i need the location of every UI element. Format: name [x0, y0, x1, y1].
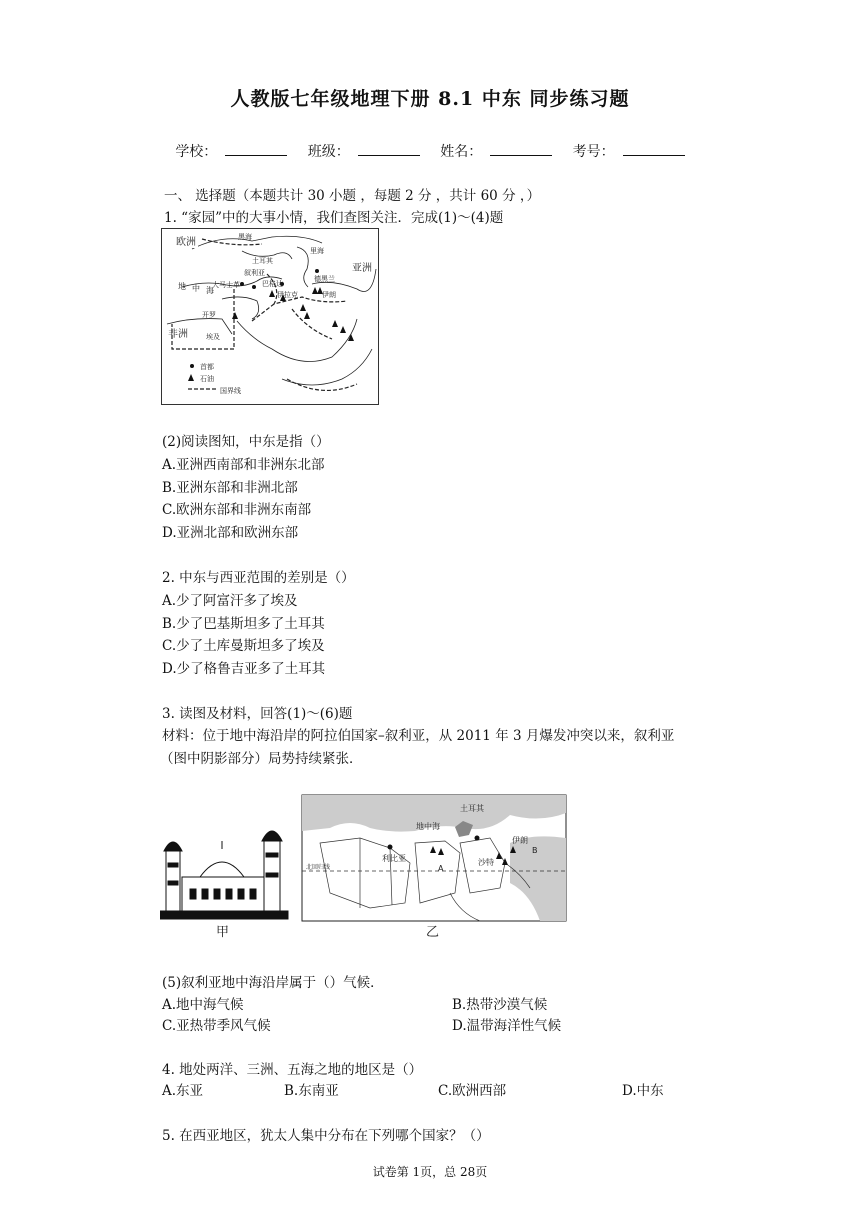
map1-label-baghdad: 巴格达 — [262, 280, 283, 288]
map1-legend-oil: 石油 — [200, 375, 214, 383]
q3-material-line2: （图中阴影部分）局势持续紧张． — [160, 751, 363, 767]
q3-figure — [160, 793, 570, 943]
class-field[interactable]: 班级： — [304, 144, 424, 160]
q2-option-a[interactable]: A.少了阿富汗多了埃及 — [162, 593, 298, 609]
map1-label-med1: 地 — [178, 282, 186, 291]
map1-label-cairo: 开罗 — [202, 311, 216, 319]
map2-label-turkey: 土耳其 — [460, 804, 484, 813]
map1-label-africa: 非洲 — [168, 329, 188, 340]
map1-label-iran: 伊朗 — [322, 291, 336, 299]
q3-stem: 3. 读图及材料，回答(1)～(6)题 — [162, 706, 353, 722]
mosque-illustration — [160, 831, 288, 919]
map1-label-blacksea: 黑海 — [238, 233, 252, 241]
q2-stem: 2. 中东与西亚范围的差别是（） — [162, 570, 355, 586]
q5-stem: 5. 在西亚地区，犹太人集中分布在下列哪个国家？（） — [162, 1128, 490, 1144]
q2-option-b[interactable]: B.少了巴基斯坦多了土耳其 — [162, 616, 325, 632]
map2-label-cancer: 北回归线 — [306, 864, 331, 871]
page-title: 人教版七年级地理下册 8.1 中东 同步练习题 — [230, 88, 630, 110]
map1-label-iraq: 伊拉克 — [277, 291, 298, 299]
map2-label-a: A — [438, 864, 444, 873]
map1-label-damascus: 大马士革 — [212, 281, 240, 289]
q1-option-d[interactable]: D.亚洲北部和欧洲东部 — [162, 525, 299, 541]
map1-label-syria: 叙利亚 — [244, 269, 265, 277]
fig-label-jia: 甲 — [216, 925, 230, 940]
map1-label-asia: 亚洲 — [352, 263, 372, 274]
map1-label-europe: 欧洲 — [176, 237, 196, 248]
map2-label-saudi: 沙特 — [478, 858, 494, 867]
map1-label-caspian: 里海 — [310, 247, 324, 255]
map1-label-egypt: 埃及 — [206, 333, 220, 341]
name-field[interactable]: 姓名： — [436, 144, 556, 160]
q3-option-a[interactable]: A.地中海气候 — [162, 997, 244, 1013]
q2-option-c[interactable]: C.少了土库曼斯坦多了埃及 — [162, 638, 325, 654]
q3-material-line1: 材料：位于地中海沿岸的阿拉伯国家–叙利亚，从 2011 年 3 月爆发冲突以来，叙利亚 — [162, 728, 675, 744]
q4-option-d[interactable]: D.中东 — [622, 1083, 664, 1099]
map1-legend-border: 国界线 — [220, 387, 241, 395]
q3-option-b[interactable]: B.热带沙漠气候 — [452, 997, 548, 1013]
q1-option-c[interactable]: C.欧洲东部和非洲东南部 — [162, 502, 312, 518]
section-heading: 一、 选择题（本题共计 30 小题 ，每题 2 分 ，共计 60 分 ，） — [164, 188, 541, 204]
q3-option-c[interactable]: C.亚热带季风气候 — [162, 1018, 271, 1034]
map1-label-med2: 中 — [192, 284, 200, 293]
page-footer: 试卷第 1页，总 28页 — [372, 1165, 488, 1179]
middle-east-map — [161, 228, 379, 405]
map1-label-tehran: 德黑兰 — [314, 275, 335, 283]
examno-field[interactable]: 考号： — [569, 144, 689, 160]
map2-label-b: B — [532, 846, 538, 855]
q1-sub: (2)阅读图知，中东是指（） — [162, 434, 330, 450]
map2-label-libya: 利比亚 — [382, 854, 406, 863]
student-info — [0, 141, 860, 161]
map2-label-med: 地中海 — [416, 822, 440, 831]
q2-option-d[interactable]: D.少了格鲁吉亚多了土耳其 — [162, 661, 326, 677]
q4-option-b[interactable]: B.东南亚 — [284, 1083, 339, 1099]
q3-sub: (5)叙利亚地中海沿岸属于（）气候． — [162, 975, 384, 991]
q1-stem: 1. “家园”中的大事小情，我们查图关注．完成(1)～(4)题 — [164, 210, 504, 226]
school-field[interactable]: 学校： — [171, 144, 291, 160]
fig-label-yi: 乙 — [426, 925, 440, 940]
q4-stem: 4. 地处两洋、三洲、五海之地的地区是（） — [162, 1062, 423, 1078]
q1-option-a[interactable]: A.亚洲西南部和非洲东北部 — [162, 457, 325, 473]
north-africa-map — [302, 795, 566, 921]
map1-label-med3: 海 — [206, 286, 214, 295]
q3-option-d[interactable]: D.温带海洋性气候 — [452, 1018, 562, 1034]
q4-option-a[interactable]: A.东亚 — [162, 1083, 204, 1099]
q1-option-b[interactable]: B.亚洲东部和非洲北部 — [162, 480, 298, 496]
map2-label-iran: 伊朗 — [512, 836, 528, 845]
map1-label-turkey: 土耳其 — [252, 257, 273, 265]
q4-option-c[interactable]: C.欧洲西部 — [438, 1083, 507, 1099]
map1-legend-capital: 首都 — [200, 363, 214, 371]
